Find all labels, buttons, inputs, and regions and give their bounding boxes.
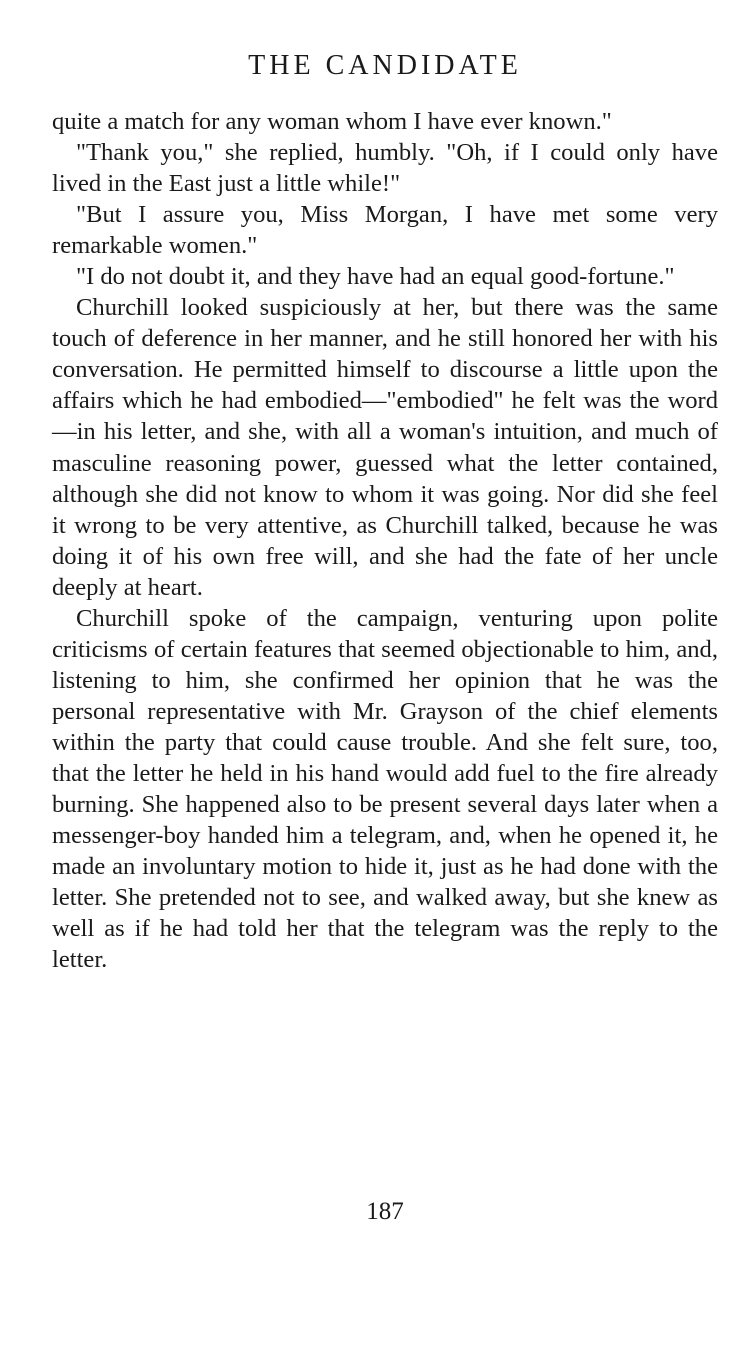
body-text <box>52 106 718 975</box>
paragraph: "Thank you," she replied, humbly. "Oh, if I could only have lived in the East just a little while!" <box>52 139 718 198</box>
page-number: 187 <box>366 1198 404 1225</box>
paragraph: "I do not doubt it, and they have had an equal good-fortune." <box>76 263 675 291</box>
paragraph: Churchill spoke of the campaign, venturing upon polite criticisms of certain features that seemed objectionable to him, and, listening to him, she confirmed her opinion that he was the personal representative with Mr. Grayson of the chief elements within the party that could cause trouble. And she felt sure, too, that the letter he held in his hand would add fuel to the fire already burning. She happened also to be present several days later when a messenger-boy handed him a telegram, and, when he opened it, he made an involuntary motion to hide it, just as he had done with the letter. She pretended not to see, and walked away, but she knew as well as if he had told her that the telegram was the reply to the letter. <box>52 604 718 974</box>
paragraph: quite a match for any woman whom I have ever known." <box>52 108 612 135</box>
paragraph: "But I assure you, Miss Morgan, I have met some very remarkable women." <box>52 201 718 260</box>
running-head-title: THE CANDIDATE <box>248 50 522 81</box>
paragraph: Churchill looked suspiciously at her, but there was the same touch of deference in her manner, and he still honored her with his conversation. He permitted himself to discourse a little upon the affairs which he had embodied—"embodied" he felt was the word—in his letter, and she, with all a woman's intuition, and much of masculine reasoning power, guessed what the letter contained, although she did not know to whom it was going. Nor did she feel it wrong to be very attentive, as Churchill talked, because he was doing it of his own free will, and she had the fate of her uncle deeply at heart. <box>52 294 718 601</box>
